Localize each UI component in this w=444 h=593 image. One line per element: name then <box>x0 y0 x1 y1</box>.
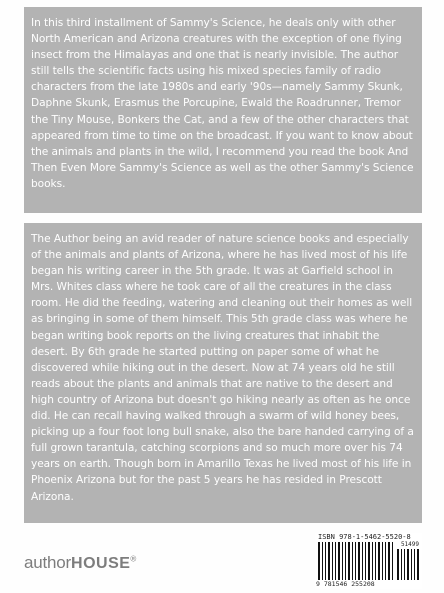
barcode-bar <box>322 542 323 580</box>
barcode-bar <box>365 542 366 580</box>
barcode-addon-bars <box>397 549 419 580</box>
synopsis-text: In this third installment of Sammy's Science, he deals only with other North American and Arizona creatures with the exception of one flying insect from the Himalayas and one that is nearly invisible. The author still tells the scientific facts using his mixed species family of radio characters from the late 1980s and early '90s—namely Sammy Skunk, Daphne Skunk, Erasmus the Porcupine, Ewald the Roadrunner, Tremor the Tiny Mouse, Bonkers the Cat, and a few of the other characters that appeared from time to time on the broadcast. If you want to know about the animals and plants in the wild, I recommend you read the book And Then Even More Sammy's Science as well as the other Sammy's Science books. <box>31 17 414 190</box>
barcode-bar <box>352 542 353 580</box>
barcode-bar <box>342 542 343 580</box>
barcode-bar <box>338 542 340 580</box>
barcode-bar <box>414 549 415 580</box>
barcode-bar <box>362 542 363 580</box>
barcode-bar <box>375 542 376 580</box>
barcode-bar <box>407 549 409 580</box>
barcode-bar <box>318 542 320 580</box>
barcode-bar <box>404 549 405 580</box>
publisher-name-b: HOUSE <box>71 555 131 572</box>
author-bio-panel <box>24 223 422 523</box>
barcode-bar <box>368 542 370 580</box>
barcode-bar <box>397 549 399 580</box>
synopsis-panel <box>24 7 422 213</box>
barcode-bar <box>417 549 419 580</box>
price-code: 51499 <box>400 541 419 548</box>
author-bio-text: The Author being an avid reader of nature science books and especially of the animals and plants of Arizona, where he has lived most of his life began his writing career in the 5th grade. It was at Garfield school in Mrs. Whites class where he took care of all the creatures in the class room. He did the feeding, watering and cleaning out their homes as well as bringing in some of them himself. This 5th grade class was where he began writing book reports on the living creatures that inhabit the desert. By 6th grade he started putting on paper some of what he discovered while hiking out in the desert. Now at 74 years old he still reads about the plants and animals that are native to the desert and high country of Arizona but doesn't go hiking nearly as often as he once did. He can recall having walked through a swarm of wild honey bees, picking up a four foot long bull snake, also the bare handed carrying of a full grown tarantula, catching scorpions and so much more over his 74 years on earth. Though born in Amarillo Texas he lived most of his life in Phoenix Arizona but for the past 5 years he has resided in Prescott Arizona. <box>31 233 414 503</box>
barcode-bar <box>328 542 330 580</box>
barcode-bar <box>378 542 380 580</box>
publisher-logo <box>24 553 136 573</box>
barcode-bar <box>382 542 383 580</box>
barcode-bar <box>335 542 336 580</box>
barcode-bar <box>332 542 333 580</box>
barcode-bar <box>355 542 356 580</box>
barcode-bar <box>388 542 390 580</box>
barcode-bar <box>348 542 350 580</box>
barcode-bar <box>401 549 402 580</box>
registered-mark: ® <box>130 554 137 564</box>
barcode-bars <box>318 542 394 580</box>
isbn-barcode <box>315 533 422 589</box>
barcode-bar <box>372 542 373 580</box>
barcode-bar <box>358 542 360 580</box>
barcode-digits: 9 781546 255208 <box>316 580 375 588</box>
publisher-name-a: author <box>24 553 72 572</box>
barcode-bar <box>392 542 393 580</box>
barcode-bar <box>385 542 386 580</box>
barcode-bar <box>325 542 326 580</box>
barcode-bar <box>345 542 346 580</box>
barcode-bar <box>411 549 412 580</box>
isbn-label: ISBN 978-1-5462-5520-8 <box>318 533 411 541</box>
